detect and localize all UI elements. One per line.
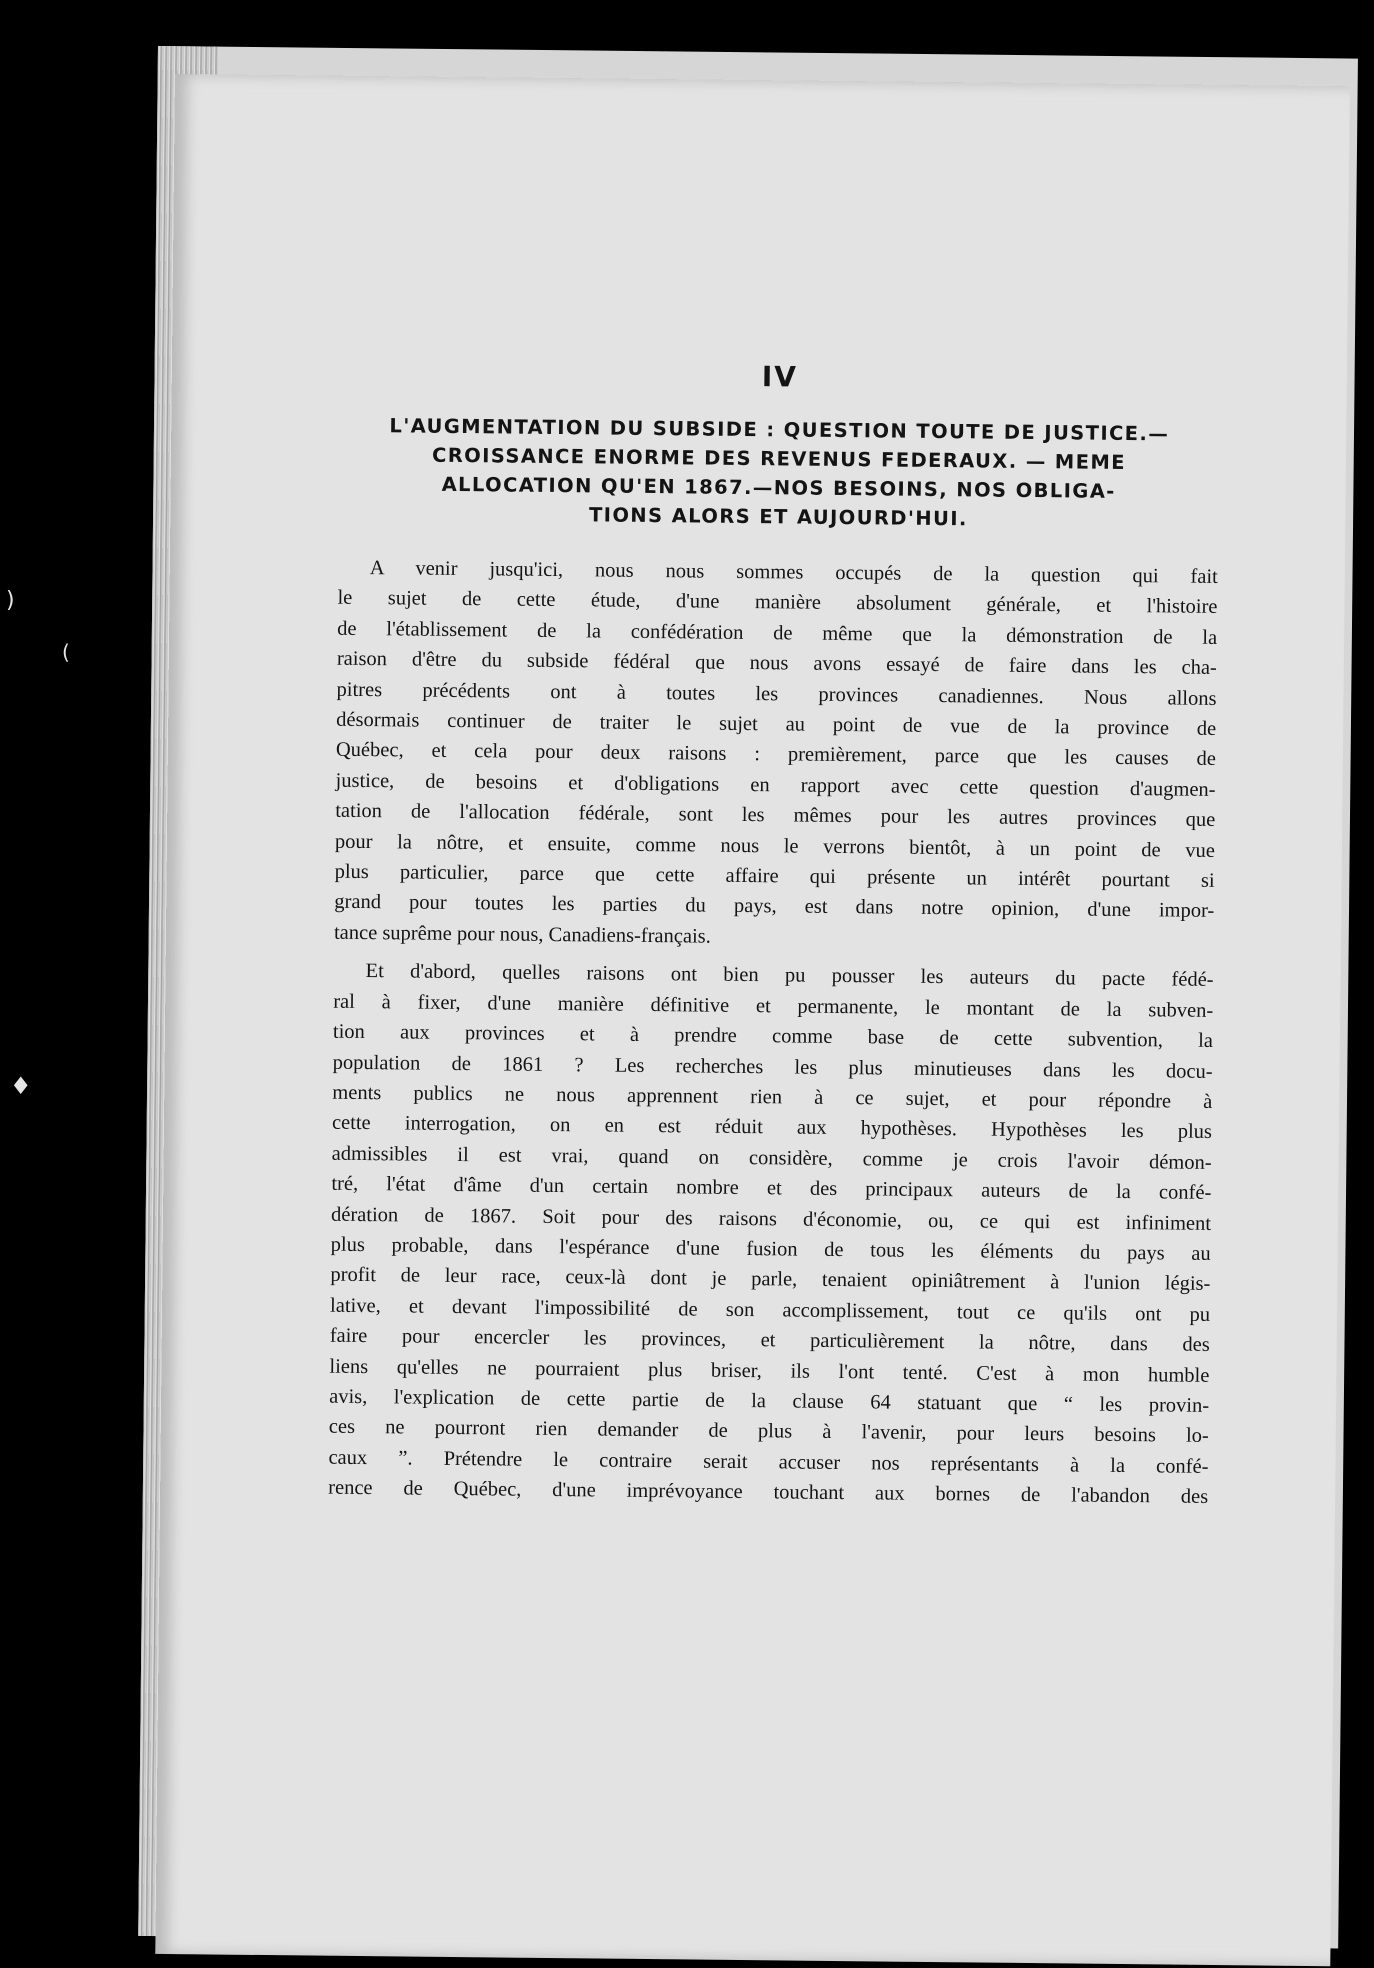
text-line: admissibles il est vrai, quand on considère, comme je crois l'avoir démon- (331, 1142, 1212, 1174)
text-line: tation de l'allocation fédérale, sont les mêmes pour les autres provinces que (335, 799, 1216, 832)
text-line: de l'établissement de la confédération de même que la démonstration de la (337, 617, 1218, 649)
chapter-number: IV (761, 360, 799, 394)
text-line: ces ne pourront rien demander de plus à l'avenir, pour leurs besoins lo- (328, 1416, 1209, 1448)
text-line: désormais continuer de traiter le sujet au point de vue de la province de (336, 708, 1217, 740)
text-line: plus probable, dans l'espérance d'une fusion de tous les éléments du pays au (330, 1233, 1211, 1265)
text-line: pour la nôtre, et ensuite, comme nous le verrons bientôt, à un point de vue (334, 830, 1216, 862)
text-line: dération de 1867. Soit pour des raisons d'économie, ou, ce qui est infiniment (330, 1203, 1212, 1235)
text-line: A venir jusqu'ici, nous nous sommes occupés de la question qui fait (369, 557, 1218, 588)
text-line: avis, l'explication de cette partie de la clause 64 statuant que “ les provin- (329, 1385, 1210, 1417)
text-line: population de 1861 ? Les recherches les plus minutieuses dans les docu- (332, 1051, 1213, 1083)
text-line: caux ”. Prétendre le contraire serait accuser nos représentants à la confé- (328, 1446, 1209, 1478)
margin-blot-mark: ♦ (10, 1072, 32, 1100)
book-page (155, 74, 1350, 1966)
text-line: rence de Québec, d'une imprévoyance touchant aux bornes de l'abandon des (328, 1476, 1209, 1509)
text-line: faire pour encercler les provinces, et particulièrement la nôtre, dans des (329, 1324, 1210, 1357)
text-line: liens qu'elles ne pourraient plus briser, ils l'ont tenté. C'est à mon humble (329, 1355, 1210, 1387)
text-line: cette interrogation, on en est réduit aux hypothèses. Hypothèses les plus (331, 1112, 1213, 1144)
chapter-heading (338, 411, 1219, 536)
text-line: grand pour toutes les parties du pays, est dans notre opinion, d'une impor- (334, 891, 1215, 923)
margin-bracket-mark: ( (62, 640, 70, 664)
heading-line: CROISSANCE ENORME DES REVENUS FEDERAUX. — MEME (431, 443, 1127, 474)
text-line: tance suprême pour nous, Canadiens-français. (333, 921, 711, 948)
paragraph-2 (328, 956, 1214, 1512)
text-line: Québec, et cela pour deux raisons : premièrement, parce que les causes de (335, 739, 1216, 771)
text-line: tré, l'état d'âme d'un certain nombre et des principaux auteurs de la confé- (331, 1172, 1212, 1205)
heading-line: ALLOCATION QU'EN 1867.—NOS BESOINS, NOS OBLIGA- (441, 472, 1116, 503)
text-line: tion aux provinces et à prendre comme base de cette subvention, la (332, 1020, 1214, 1053)
text-line: justice, de besoins et d'obligations en rapport avec cette question d'augmen- (335, 769, 1216, 801)
text-line: profit de leur race, ceux-là dont je parle, tenaient opiniâtrement à l'union légis- (330, 1264, 1211, 1296)
text-line: le sujet de cette étude, d'une manière absolument générale, et l'histoire (337, 587, 1218, 619)
text-line: pitres précédents ont à toutes les provinces canadiennes. Nous allons (336, 678, 1217, 710)
text-line: ral à fixer, d'une manière définitive et permanente, le montant de la subven- (333, 990, 1214, 1022)
text-line: Et d'abord, quelles raisons ont bien pu pousser les auteurs du pacte fédé- (365, 960, 1214, 992)
text-line: lative, et devant l'impossibilité de son accomplissement, tout ce qu'ils ont pu (329, 1294, 1211, 1326)
margin-bracket-mark: ) (6, 588, 15, 613)
text-line: ments publics ne nous apprennent rien à ce sujet, et pour répondre à (332, 1081, 1213, 1113)
page-content (328, 356, 1220, 1521)
heading-line: TIONS ALORS ET AUJOURD'HUI. (588, 503, 968, 531)
text-line: raison d'être du subside fédéral que nous avons essayé de faire dans les cha- (336, 647, 1217, 680)
heading-line: L'AUGMENTATION DU SUBSIDE : QUESTION TOUTE DE JUSTICE.— (389, 414, 1170, 446)
paragraph-1 (334, 553, 1218, 957)
text-line: plus particulier, parce que cette affaire qui présente un intérêt pourtant si (334, 860, 1215, 892)
